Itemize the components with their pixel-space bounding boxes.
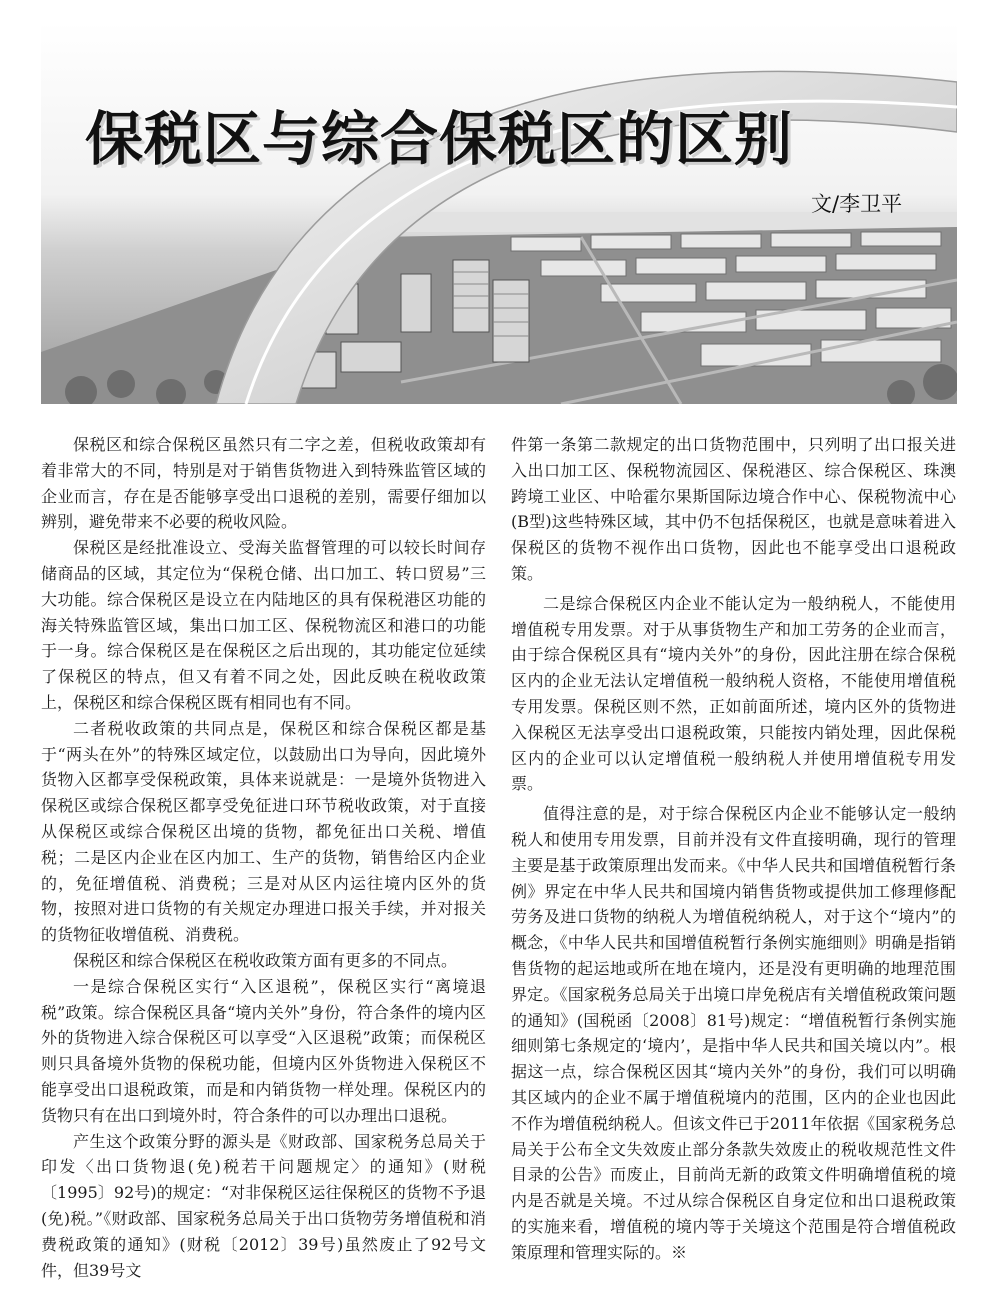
body-paragraph: 保税区是经批准设立、受海关监督管理的可以较长时间存储商品的区域，其定位为“保税仓储、出口加工、转口贸易”三大功能。综合保税区是设立在内陆地区的具有保税港区功能的海关特殊监管区域，集出口加工区、保税物流区和港口的功能于一身。综合保税区是在保税区之后出现的，其功能定位延续了保税区的特点，但又有着不同之处，因此反映在税收政策上，保税区和综合保税区既有相同也有不同。 <box>41 538 486 712</box>
body-paragraph: 二者税收政策的共同点是，保税区和综合保税区都是基于“两头在外”的特殊区域定位，以鼓励出口为导向，因此境外货物入区都享受保税政策，具体来说就是：一是境外货物进入保税区或综合保税区都享受免征进口环节税收政策，对于直接从保税区或综合保税区出境的货物，都免征出口关税、增值税；二是区内企业在区内加工、生产的货物，销售给区内企业的，免征增值税、消费税；三是对从区内运往境内区外的货物，按照对进口货物的有关规定办理进口报关手续，并对报关的货物征收增值税、消费税。 <box>41 718 486 945</box>
body-paragraph: 产生这个政策分野的源头是《财政部、国家税务总局关于印发〈出口货物退(免)税若干问题规定〉的通知》(财税〔1995〕92号)的规定：“对非保税区运往保税区的货物不予退(免)税。”《财政部、国家税务总局关于出口货物劳务增值税和消费税政策的通知》(财税〔2012〕39号)虽然废止了92号文件，但39号文 <box>41 1131 486 1280</box>
body-paragraph: 一是综合保税区实行“入区退税”，保税区实行“离境退税”政策。综合保税区具备“境内关外”身份，符合条件的境内区外的货物进入综合保税区可以享受“入区退税”政策；而保税区则只具备境外货物的保税功能，但境内区外货物进入保税区不能享受出口退税政策，而是和内销货物一样处理。保税区内的货物只有在出口到境外时，符合条件的可以办理出口退税。 <box>41 976 486 1125</box>
article-column-right <box>511 432 956 1266</box>
article-column-left <box>41 432 486 1283</box>
article-title: 保税区与综合保税区的区别 <box>85 105 794 173</box>
body-paragraph-continued: 件第一条第二款规定的出口货物范围中，只列明了出口报关进入出口加工区、保税物流园区、保税港区、综合保税区、珠澳跨境工业区、中哈霍尔果斯国际边境合作中心、保税物流中心(B型)这些特殊区域，其中仍不包括保税区，也就是意味着进入保税区的货物不视作出口货物，因此也不能享受出口退税政策。 <box>511 435 956 583</box>
body-paragraph: 值得注意的是，对于综合保税区内企业不能够认定一般纳税人和使用专用发票，目前并没有文件直接明确，现行的管理主要是基于政策原理出发而来。《中华人民共和国增值税暂行条例》界定在中华人民共和国境内销售货物或提供加工修理修配劳务及进口货物的纳税人为增值税纳税人，对于这个“境内”的概念，《中华人民共和国增值税暂行条例实施细则》明确是指销售货物的起运地或所在地在境内，还是没有更明确的地理范围界定。《国家税务总局关于出境口岸免税店有关增值税政策问题的通知》(国税函〔2008〕81号)规定：“增值税暂行条例实施细则第七条规定的‘境内’，是指中华人民共和国关境以内”。根据这一点，综合保税区因其“境内关外”的身份，我们可以明确其区域内的企业不属于增值税境内的范围，区内的企业也因此不作为增值税纳税人。但该文件已于2011年依据《国家税务总局关于公布全文失效废止部分条款失效废止的税收规范性文件目录的公告》而废止，目前尚无新的政策文件明确增值税的境内是否就是关境。不过从综合保税区自身定位和出口退税政策的实施来看，增值税的境内等于关境这个范围是符合增值税政策原理和管理实际的。※ <box>511 804 956 1262</box>
body-paragraph: 保税区和综合保税区在税收政策方面有更多的不同点。 <box>73 950 458 970</box>
article-byline: 文/李卫平 <box>811 192 903 216</box>
header-banner <box>41 22 957 404</box>
body-paragraph: 二是综合保税区内企业不能认定为一般纳税人，不能使用增值税专用发票。对于从事货物生产和加工劳务的企业而言，由于综合保税区具有“境内关外”的身份，因此注册在综合保税区内的企业无法认定增值税一般纳税人资格，不能使用增值税专用发票。保税区则不然，正如前面所述，境内区外的货物进入保税区无法享受出口退税政策，只能按内销处理，因此保税区内的企业可以认定增值税一般纳税人并使用增值税专用发票。 <box>511 593 956 794</box>
body-paragraph: 保税区和综合保税区虽然只有二字之差，但税收政策却有着非常大的不同，特别是对于销售货物进入到特殊监管区域的企业而言，存在是否能够享受出口退税的差别，需要仔细加以辨别，避免带来不必要的税收风险。 <box>41 435 486 532</box>
